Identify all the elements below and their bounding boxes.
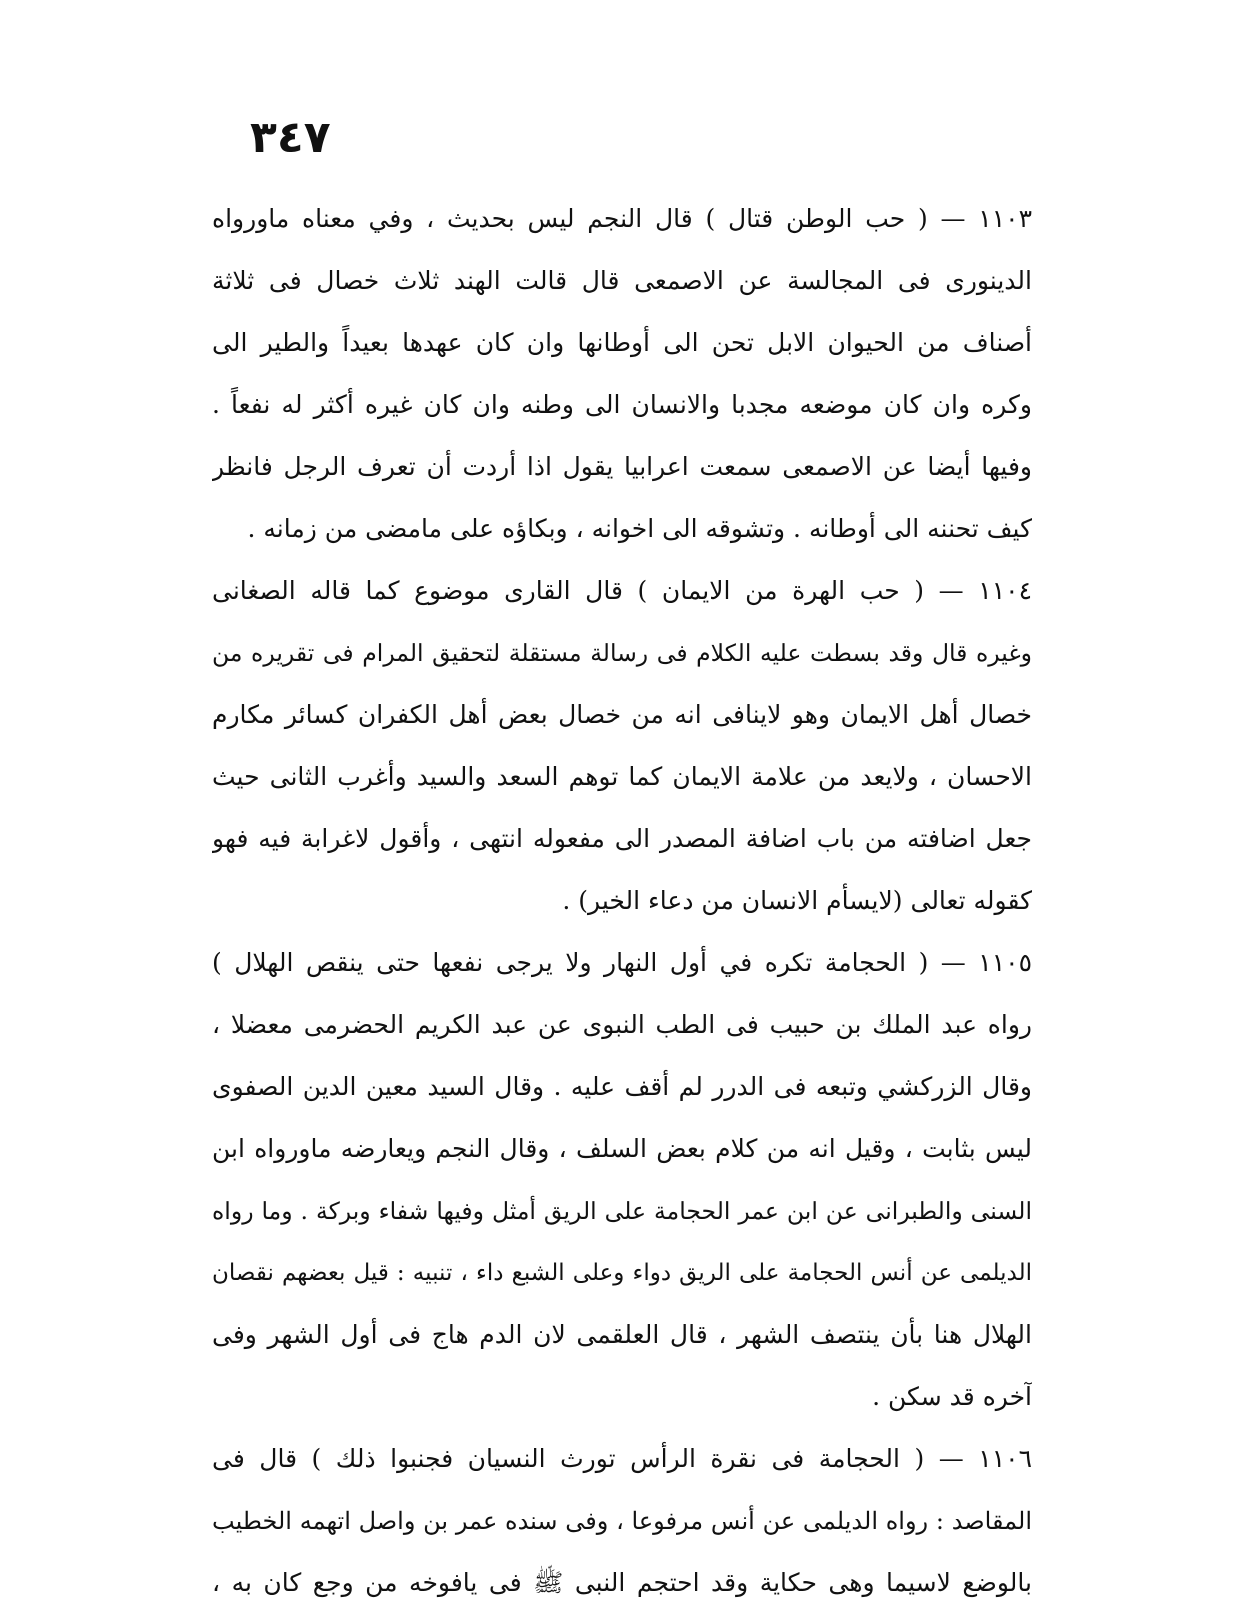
text-line: جعل اضافته من باب اضافة المصدر الى مفعوله انتهى ، وأقول لاغرابة فيه فهو: [212, 824, 1032, 853]
text-line: الدينورى فى المجالسة عن الاصمعى قال قالت الهند ثلاث خصال فى ثلاثة: [212, 266, 1032, 295]
text-line: الديلمى عن أنس الحجامة على الريق دواء وعلى الشبع داء ، تنبيه : قيل بعضهم نقصان: [212, 1260, 1032, 1286]
text-line: ١١٠٦ — ( الحجامة فى نقرة الرأس تورث النسيان فجنبوا ذلك ) قال فى: [212, 1444, 1032, 1473]
text-line: ١١٠٣ — ( حب الوطن قتال ) قال النجم ليس بحديث ، وفي معناه ماورواه: [212, 204, 1032, 233]
text-line: السنى والطبرانى عن ابن عمر الحجامة على الريق أمثل وفيها شفاء وبركة . وما رواه: [212, 1197, 1032, 1225]
text-line: كقوله تعالى (لايسأم الانسان من دعاء الخير) .: [562, 886, 1032, 915]
text-line: وغيره قال وقد بسطت عليه الكلام فى رسالة مستقلة لتحقيق المرام فى تقريره من: [212, 639, 1032, 667]
text-line: رواه عبد الملك بن حبيب فى الطب النبوى عن عبد الكريم الحضرمى معضلا ،: [212, 1010, 1032, 1039]
text-line: ليس بثابت ، وقيل انه من كلام بعض السلف ، وقال النجم ويعارضه ماورواه ابن: [212, 1134, 1032, 1163]
text-line: ١١٠٤ — ( حب الهرة من الايمان ) قال القارى موضوع كما قاله الصغانى: [212, 576, 1032, 605]
body-text: [212, 188, 1032, 1614]
text-line: المقاصد : رواه الديلمى عن أنس مرفوعا ، وفى سنده عمر بن واصل اتهمه الخطيب: [212, 1507, 1032, 1535]
text-line: خصال أهل الايمان وهو لاينافى انه من خصال بعض أهل الكفران كسائر مكارم: [212, 700, 1032, 729]
text-line: وكره وان كان موضعه مجدبا والانسان الى وطنه وان كان غيره أكثر له نفعاً .: [212, 390, 1032, 419]
text-line: وفيها أيضا عن الاصمعى سمعت اعرابيا يقول اذا أردت أن تعرف الرجل فانظر: [212, 452, 1032, 481]
text-line: وقال الزركشي وتبعه فى الدرر لم أقف عليه . وقال السيد معين الدين الصفوى: [212, 1072, 1032, 1101]
page-number: ٣٤٧: [250, 112, 331, 163]
text-line: بالوضع لاسيما وهى حكاية وقد احتجم النبى ﷺ فى يافوخه من وجع كان به ،: [212, 1568, 1032, 1597]
text-line: الهلال هنا بأن ينتصف الشهر ، قال العلقمى لان الدم هاج فى أول الشهر وفى: [212, 1320, 1032, 1349]
text-line: ١١٠٥ — ( الحجامة تكره في أول النهار ولا يرجى نفعها حتى ينقص الهلال ): [212, 948, 1032, 977]
text-line: آخره قد سكن .: [872, 1382, 1032, 1411]
text-line: كيف تحننه الى أوطانه . وتشوقه الى اخوانه ، وبكاؤه على مامضى من زمانه .: [247, 514, 1032, 543]
text-line: الاحسان ، ولايعد من علامة الايمان كما توهم السعد والسيد وأغرب الثانى حيث: [212, 762, 1032, 791]
text-line: أصناف من الحيوان الابل تحن الى أوطانها وان كان عهدها بعيداً والطير الى: [212, 328, 1032, 357]
